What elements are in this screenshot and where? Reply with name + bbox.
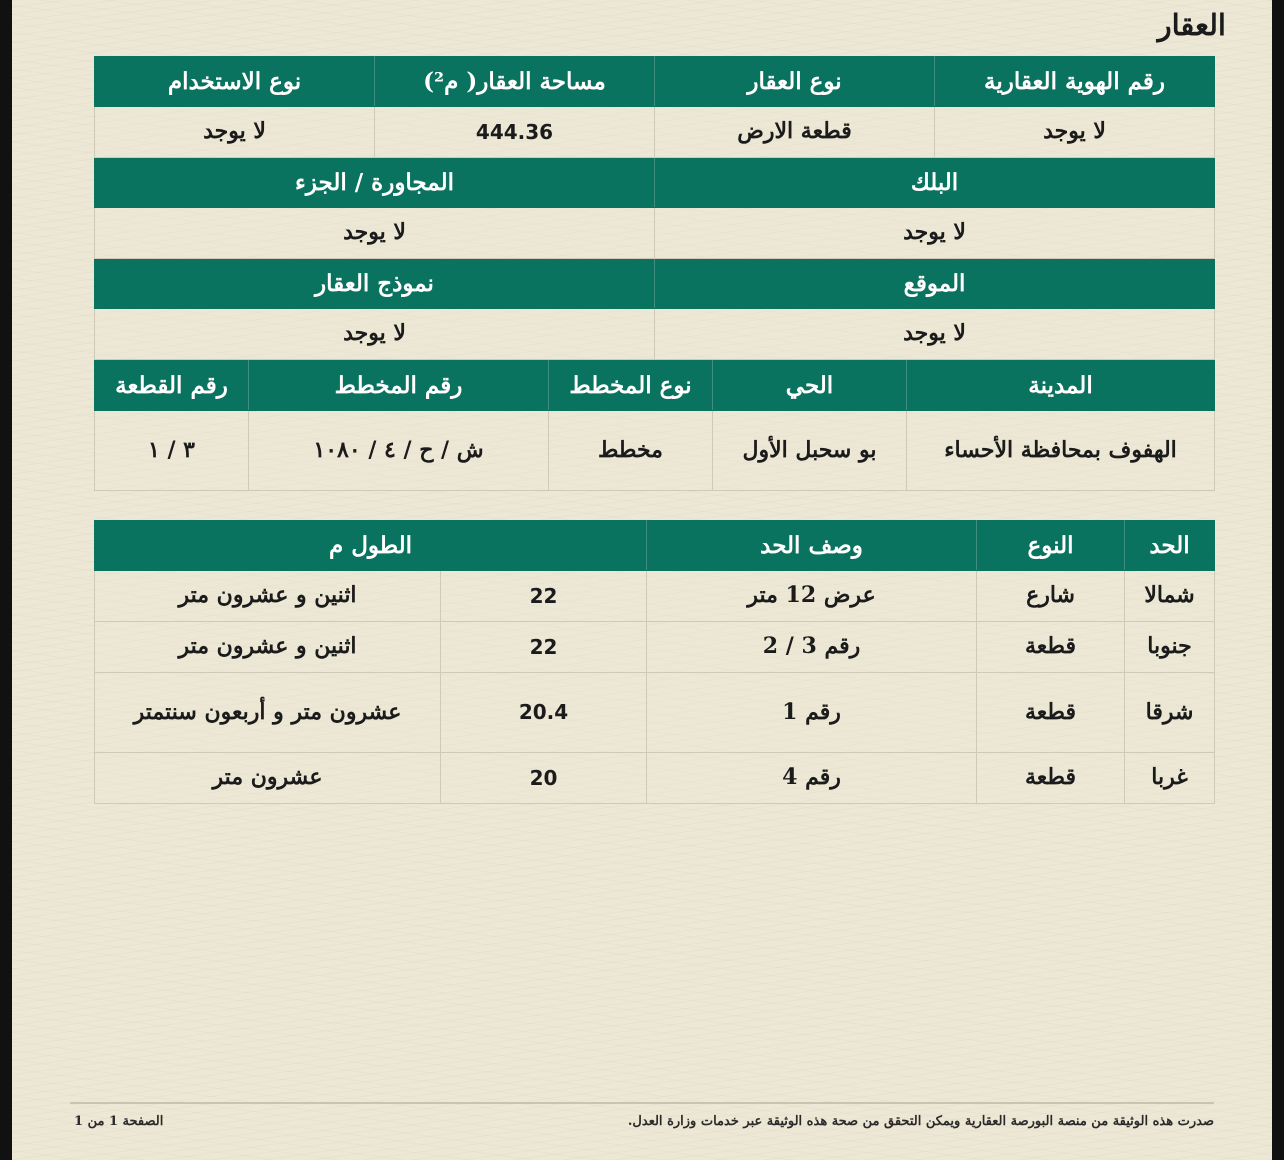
header-border-description: وصف الحد xyxy=(647,521,977,571)
borders-table xyxy=(94,520,1215,804)
location-table xyxy=(94,360,1215,491)
border-description: رقم 3 / 2 xyxy=(647,622,977,673)
header-border-length: الطول م xyxy=(95,521,647,571)
border-length: 20 xyxy=(441,753,647,804)
header-location: الموقع xyxy=(655,259,1215,309)
header-property-id: رقم الهوية العقارية xyxy=(935,57,1215,107)
border-type: قطعة xyxy=(977,673,1125,753)
table-row xyxy=(95,753,1215,804)
header-property-model: نموذج العقار xyxy=(95,259,655,309)
section-title: العقار xyxy=(1157,8,1226,42)
value-usage-type: لا يوجد xyxy=(95,107,375,158)
value-plan-type: مخطط xyxy=(549,411,713,491)
document-page xyxy=(12,0,1272,1160)
header-property-type: نوع العقار xyxy=(655,57,935,107)
header-property-area: مساحة العقار( م²) xyxy=(375,57,655,107)
header-plan-type: نوع المخطط xyxy=(549,361,713,411)
value-location: لا يوجد xyxy=(655,309,1215,360)
border-length: 22 xyxy=(441,571,647,622)
property-value-row-3 xyxy=(95,309,1215,360)
property-header-row-3 xyxy=(95,259,1215,309)
border-description: رقم 4 xyxy=(647,753,977,804)
value-plot-number: ٣ / ١ xyxy=(95,411,249,491)
header-border-type: النوع xyxy=(977,521,1125,571)
header-city: المدينة xyxy=(907,361,1215,411)
border-length: 20.4 xyxy=(441,673,647,753)
footer-divider xyxy=(70,1102,1214,1104)
property-value-row-2 xyxy=(95,208,1215,259)
border-side: شمالا xyxy=(1125,571,1215,622)
value-district: بو سحبل الأول xyxy=(713,411,907,491)
location-value-row xyxy=(95,411,1215,491)
border-side: جنوبا xyxy=(1125,622,1215,673)
border-description: رقم 1 xyxy=(647,673,977,753)
border-length-text: اثنين و عشرون متر xyxy=(95,571,441,622)
border-length: 22 xyxy=(441,622,647,673)
value-plan-number: ش / ح / ٤ / ١٠٨٠ xyxy=(249,411,549,491)
borders-header-row xyxy=(95,521,1215,571)
value-property-type: قطعة الارض xyxy=(655,107,935,158)
border-type: قطعة xyxy=(977,622,1125,673)
border-side: غربا xyxy=(1125,753,1215,804)
header-district: الحي xyxy=(713,361,907,411)
table-row xyxy=(95,673,1215,753)
page-number: الصفحة 1 من 1 xyxy=(74,1114,164,1129)
header-plot-number: رقم القطعة xyxy=(95,361,249,411)
header-border-side: الحد xyxy=(1125,521,1215,571)
property-table xyxy=(94,56,1215,360)
value-neighborhood-part: لا يوجد xyxy=(95,208,655,259)
property-header-row-1 xyxy=(95,57,1215,107)
value-property-id: لا يوجد xyxy=(935,107,1215,158)
value-block: لا يوجد xyxy=(655,208,1215,259)
border-side: شرقا xyxy=(1125,673,1215,753)
header-usage-type: نوع الاستخدام xyxy=(95,57,375,107)
value-property-area: 444.36 xyxy=(375,107,655,158)
border-length-text: عشرون متر xyxy=(95,753,441,804)
footer-note: صدرت هذه الوثيقة من منصة البورصة العقارية ويمكن التحقق من صحة هذه الوثيقة عبر خدمات وزارة العدل. xyxy=(627,1114,1214,1129)
table-row xyxy=(95,571,1215,622)
value-property-model: لا يوجد xyxy=(95,309,655,360)
header-plan-number: رقم المخطط xyxy=(249,361,549,411)
property-value-row-1 xyxy=(95,107,1215,158)
table-row xyxy=(95,622,1215,673)
border-length-text: عشرون متر و أربعون سنتمتر xyxy=(95,673,441,753)
border-description: عرض 12 متر xyxy=(647,571,977,622)
location-header-row xyxy=(95,361,1215,411)
property-header-row-2 xyxy=(95,158,1215,208)
value-city: الهفوف بمحافظة الأحساء xyxy=(907,411,1215,491)
border-length-text: اثنين و عشرون متر xyxy=(95,622,441,673)
header-block: البلك xyxy=(655,158,1215,208)
border-type: شارع xyxy=(977,571,1125,622)
header-neighborhood-part: المجاورة / الجزء xyxy=(95,158,655,208)
border-type: قطعة xyxy=(977,753,1125,804)
